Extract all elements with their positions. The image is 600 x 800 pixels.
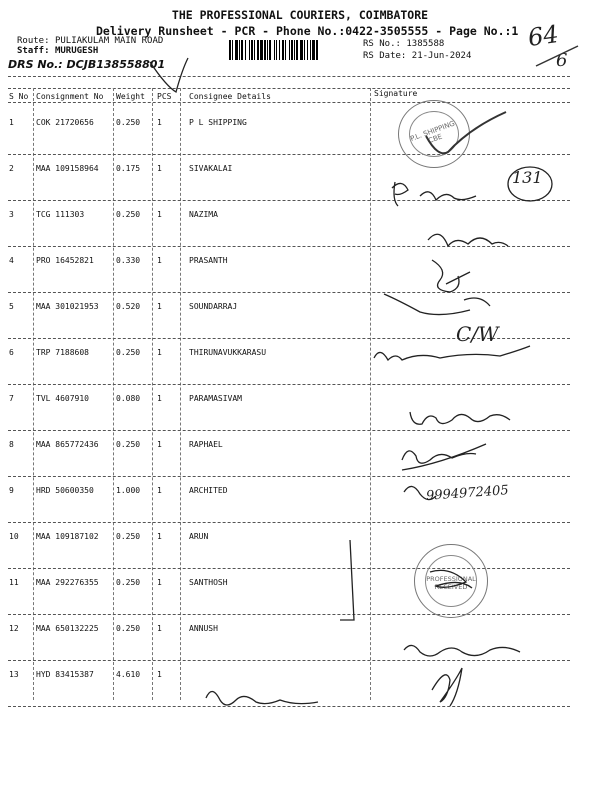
row-sno: 9 — [9, 486, 14, 495]
row-sno: 6 — [9, 348, 14, 357]
column-header-signature: Signature — [374, 89, 418, 98]
row-sno: 10 — [9, 532, 19, 541]
row-consignment-no: MAA 109158964 — [36, 164, 99, 173]
row-consignee: ARCHITED — [189, 486, 228, 495]
row-pcs: 1 — [157, 578, 162, 587]
row-consignment-no: MAA 865772436 — [36, 440, 99, 449]
column-header-consignment: Consignment No — [36, 92, 104, 101]
handwritten-circled-number: 131 — [512, 168, 543, 187]
column-header-weight: Weight — [116, 92, 145, 101]
row-consignee: P L SHIPPING — [189, 118, 247, 127]
row-sno: 2 — [9, 164, 14, 173]
handwritten-phone: 9994972405 — [425, 483, 510, 504]
row-weight: 0.250 — [116, 532, 141, 541]
row-pcs: 1 — [157, 670, 162, 679]
row-consignment-no: PRO 16452821 — [36, 256, 94, 265]
row-weight: 1.000 — [116, 486, 141, 495]
row-pcs: 1 — [157, 164, 162, 173]
company-title: THE PROFESSIONAL COURIERS, COIMBATORE — [171, 8, 429, 22]
row-consignee: NAZIMA — [189, 210, 218, 219]
drs-label: DRS No.: — [8, 58, 63, 71]
row-weight: 0.080 — [116, 394, 141, 403]
row-pcs: 1 — [157, 348, 162, 357]
row-pcs: 1 — [157, 256, 162, 265]
rs-date-label: RS Date: — [363, 51, 407, 61]
row-consignment-no: TVL 4607910 — [36, 394, 89, 403]
row-sno: 1 — [9, 118, 14, 127]
row-weight: 0.250 — [116, 348, 141, 357]
stamp-text: P.L. SHIPPING CBE — [409, 119, 456, 145]
row-consignee: SIVAKALAI — [189, 164, 233, 173]
route-label: Route: — [17, 36, 50, 46]
row-sno: 12 — [9, 624, 19, 633]
stamp-text: PROFESSIONAL RECEIVED — [426, 575, 476, 591]
row-sno: 13 — [9, 670, 19, 679]
row-weight: 0.330 — [116, 256, 141, 265]
handwritten-count: 64 — [526, 20, 561, 52]
row-weight: 0.520 — [116, 302, 141, 311]
row-pcs: 1 — [157, 302, 162, 311]
row-sno: 7 — [9, 394, 14, 403]
row-weight: 0.250 — [116, 578, 141, 587]
row-consignee: RAPHAEL — [189, 440, 223, 449]
row-consignee: ANNUSH — [189, 624, 218, 633]
row-consignee: THIRUNAVUKKARASU — [189, 348, 267, 357]
column-header-pcs: PCS — [157, 92, 172, 101]
row-consignment-no: MAA 292276355 — [36, 578, 99, 587]
row-pcs: 1 — [157, 394, 162, 403]
handwritten-cw-note: C/W — [456, 322, 499, 346]
row-consignment-no: MAA 109187102 — [36, 532, 99, 541]
row-sno: 8 — [9, 440, 14, 449]
runsheet-subtitle: Delivery Runsheet - PCR - Phone No.:0422-3505555 - Page No.:1 — [96, 24, 519, 38]
row-consignment-no: TCG 111303 — [36, 210, 85, 219]
row-consignment-no: COK 21720656 — [36, 118, 94, 127]
drs-value: DCJB138558801 — [66, 58, 166, 71]
route-value: PULIAKULAM MAIN ROAD — [54, 36, 164, 46]
row-consignee: PRASANTH — [189, 256, 228, 265]
row-pcs: 1 — [157, 624, 162, 633]
row-pcs: 1 — [157, 486, 162, 495]
handwritten-count-sub: 6 — [556, 50, 568, 71]
rs-no-label: RS No.: — [363, 39, 401, 49]
row-consignment-no: TRP 7188608 — [36, 348, 89, 357]
row-consignment-no: HRD 50600350 — [36, 486, 94, 495]
row-pcs: 1 — [157, 210, 162, 219]
row-sno: 3 — [9, 210, 14, 219]
row-consignment-no: MAA 301021953 — [36, 302, 99, 311]
row-pcs: 1 — [157, 440, 162, 449]
column-header-sno: S No — [9, 92, 29, 101]
row-consignment-no: MAA 650132225 — [36, 624, 99, 633]
rs-date-value: 21-Jun-2024 — [411, 51, 472, 61]
row-sno: 4 — [9, 256, 14, 265]
row-consignee: SOUNDARRAJ — [189, 302, 238, 311]
staff-label: Staff: — [17, 46, 50, 56]
row-weight: 4.610 — [116, 670, 141, 679]
row-consignee: SANTHOSH — [189, 578, 228, 587]
row-consignee: PARAMASIVAM — [189, 394, 242, 403]
row-consignee: ARUN — [189, 532, 209, 541]
row-weight: 0.250 — [116, 440, 141, 449]
rs-no-value: 1385588 — [406, 39, 445, 49]
row-weight: 0.175 — [116, 164, 141, 173]
row-sno: 5 — [9, 302, 14, 311]
staff-value: MURUGESH — [54, 46, 99, 56]
row-weight: 0.250 — [116, 624, 141, 633]
row-weight: 0.250 — [116, 210, 141, 219]
row-sno: 11 — [9, 578, 19, 587]
row-consignment-no: HYD 83415387 — [36, 670, 94, 679]
row-pcs: 1 — [157, 118, 162, 127]
column-header-consignee: Consignee Details — [189, 92, 271, 101]
row-weight: 0.250 — [116, 118, 141, 127]
row-pcs: 1 — [157, 532, 162, 541]
